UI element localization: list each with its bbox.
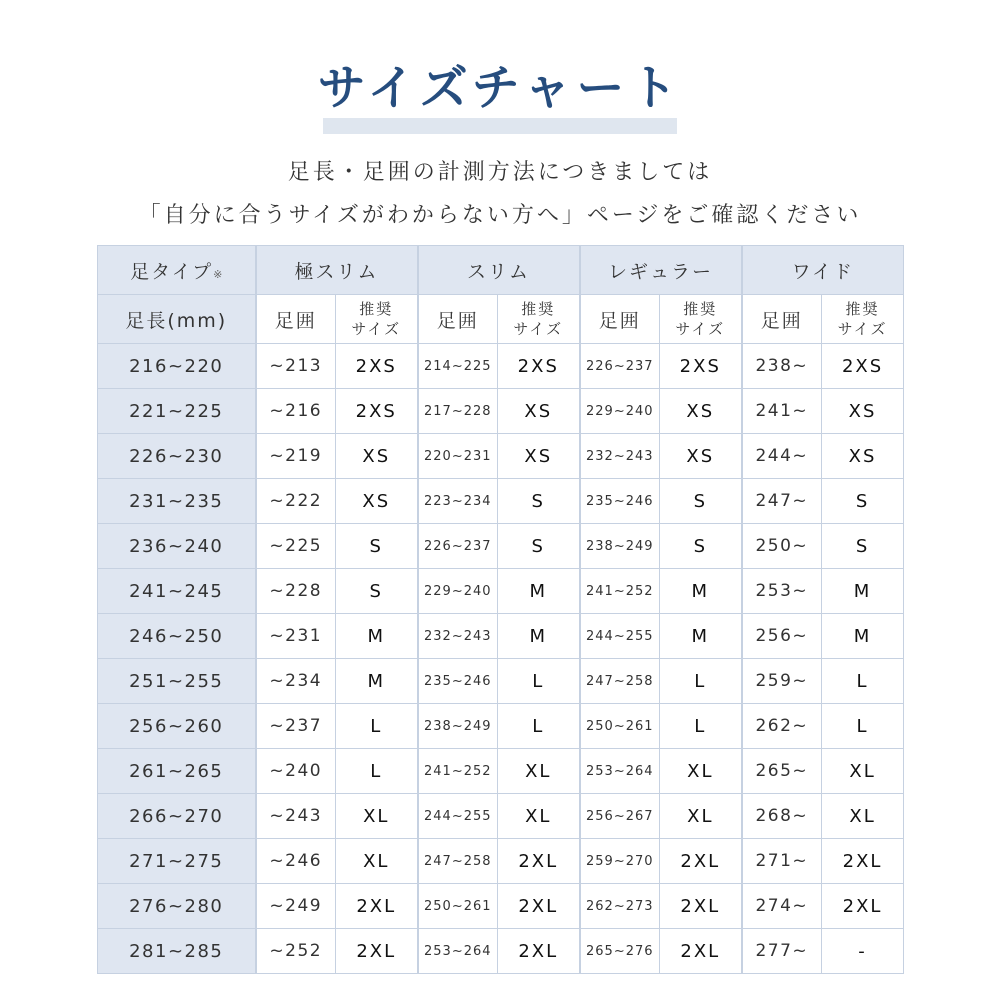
recommended-size-cell: XS: [498, 434, 580, 479]
header-row-types: [98, 246, 904, 295]
page-title: サイズチャート: [317, 60, 683, 116]
girth-range-cell: ~228: [256, 569, 336, 614]
recommended-size-cell: M: [822, 614, 904, 659]
girth-range-cell: ~237: [256, 704, 336, 749]
girth-range-cell: ~246: [256, 839, 336, 884]
recommended-size-cell: 2XS: [660, 344, 742, 389]
recommended-size-cell: 2XS: [822, 344, 904, 389]
girth-header: 足囲: [580, 295, 660, 344]
foot-length-cell: 251~255: [98, 659, 256, 704]
recommended-size-cell: L: [822, 704, 904, 749]
recommended-size-cell: L: [498, 659, 580, 704]
girth-range-cell: 247~258: [580, 659, 660, 704]
header-row-sub: [98, 295, 904, 344]
girth-range-cell: 229~240: [580, 389, 660, 434]
recommended-size-cell: XS: [822, 434, 904, 479]
girth-range-cell: ~219: [256, 434, 336, 479]
girth-header: 足囲: [418, 295, 498, 344]
girth-range-cell: 268~: [742, 794, 822, 839]
girth-range-cell: 253~264: [580, 749, 660, 794]
girth-range-cell: 256~: [742, 614, 822, 659]
girth-range-cell: 253~264: [418, 929, 498, 974]
girth-range-cell: ~240: [256, 749, 336, 794]
girth-range-cell: 226~237: [418, 524, 498, 569]
recommended-size-cell: 2XL: [498, 929, 580, 974]
table-row: [98, 929, 904, 974]
type-header-extra-slim: 極スリム: [256, 246, 418, 295]
recommended-size-cell: M: [498, 569, 580, 614]
foot-length-cell: 271~275: [98, 839, 256, 884]
girth-range-cell: 238~249: [580, 524, 660, 569]
recommended-size-cell: 2XS: [336, 344, 418, 389]
recommended-size-cell: -: [822, 929, 904, 974]
girth-range-cell: 265~: [742, 749, 822, 794]
table-row: [98, 614, 904, 659]
girth-range-cell: 250~: [742, 524, 822, 569]
subtitle-line-1: 足長・足囲の計測方法につきましては: [287, 160, 713, 185]
girth-range-cell: ~234: [256, 659, 336, 704]
foot-type-header: 足タイプ※: [98, 246, 256, 295]
foot-length-cell: 221~225: [98, 389, 256, 434]
girth-range-cell: ~222: [256, 479, 336, 524]
table-row: [98, 794, 904, 839]
recommended-size-cell: XL: [498, 749, 580, 794]
foot-length-header: 足長(mm): [98, 295, 256, 344]
girth-range-cell: 232~243: [580, 434, 660, 479]
recommended-size-cell: 2XL: [660, 884, 742, 929]
foot-length-cell: 216~220: [98, 344, 256, 389]
foot-length-cell: 226~230: [98, 434, 256, 479]
recommended-size-cell: S: [660, 524, 742, 569]
recommended-size-cell: L: [660, 704, 742, 749]
foot-length-cell: 281~285: [98, 929, 256, 974]
table-row: [98, 704, 904, 749]
girth-range-cell: 277~: [742, 929, 822, 974]
girth-range-cell: 244~255: [580, 614, 660, 659]
recommended-size-cell: S: [498, 524, 580, 569]
foot-length-cell: 266~270: [98, 794, 256, 839]
recommended-size-header: 推奨 サイズ: [660, 295, 742, 344]
recommended-size-cell: S: [822, 479, 904, 524]
girth-range-cell: 217~228: [418, 389, 498, 434]
girth-range-cell: 250~261: [418, 884, 498, 929]
girth-range-cell: ~213: [256, 344, 336, 389]
table-row: [98, 479, 904, 524]
girth-range-cell: 259~: [742, 659, 822, 704]
recommended-size-cell: S: [498, 479, 580, 524]
recommended-size-header: 推奨 サイズ: [822, 295, 904, 344]
recommended-size-cell: L: [336, 704, 418, 749]
recommended-size-cell: 2XS: [336, 389, 418, 434]
table-row: [98, 344, 904, 389]
girth-range-cell: 214~225: [418, 344, 498, 389]
recommended-size-cell: 2XS: [498, 344, 580, 389]
recommended-size-cell: XL: [660, 794, 742, 839]
type-header-slim: スリム: [418, 246, 580, 295]
recommended-size-cell: S: [822, 524, 904, 569]
recommended-size-cell: M: [336, 614, 418, 659]
recommended-size-cell: XL: [498, 794, 580, 839]
girth-header: 足囲: [742, 295, 822, 344]
recommended-size-cell: 2XL: [822, 884, 904, 929]
girth-range-cell: 244~255: [418, 794, 498, 839]
girth-range-cell: ~249: [256, 884, 336, 929]
foot-length-cell: 276~280: [98, 884, 256, 929]
recommended-size-cell: L: [336, 749, 418, 794]
recommended-size-cell: XL: [822, 749, 904, 794]
size-chart-table: [97, 245, 904, 974]
girth-range-cell: 259~270: [580, 839, 660, 884]
girth-range-cell: 244~: [742, 434, 822, 479]
girth-range-cell: 238~: [742, 344, 822, 389]
type-header-wide: ワイド: [742, 246, 904, 295]
girth-range-cell: 253~: [742, 569, 822, 614]
girth-range-cell: 262~: [742, 704, 822, 749]
table-row: [98, 839, 904, 884]
girth-range-cell: 235~246: [580, 479, 660, 524]
recommended-size-cell: S: [660, 479, 742, 524]
recommended-size-cell: M: [822, 569, 904, 614]
girth-range-cell: ~216: [256, 389, 336, 434]
girth-range-cell: 241~252: [418, 749, 498, 794]
recommended-size-cell: XS: [822, 389, 904, 434]
girth-range-cell: ~243: [256, 794, 336, 839]
table-row: [98, 389, 904, 434]
recommended-size-header: 推奨 サイズ: [336, 295, 418, 344]
foot-length-cell: 231~235: [98, 479, 256, 524]
subtitle-line-2: 「自分に合うサイズがわからない方へ」ページをご確認ください: [138, 203, 862, 228]
table-row: [98, 749, 904, 794]
girth-range-cell: ~231: [256, 614, 336, 659]
table-row: [98, 569, 904, 614]
recommended-size-cell: XS: [336, 479, 418, 524]
recommended-size-cell: XS: [660, 389, 742, 434]
table-row: [98, 659, 904, 704]
table-row: [98, 524, 904, 569]
recommended-size-cell: XS: [336, 434, 418, 479]
girth-range-cell: 226~237: [580, 344, 660, 389]
girth-range-cell: 232~243: [418, 614, 498, 659]
girth-range-cell: 271~: [742, 839, 822, 884]
foot-type-note: ※: [213, 267, 223, 281]
recommended-size-cell: 2XL: [498, 839, 580, 884]
type-header-regular: レギュラー: [580, 246, 742, 295]
girth-range-cell: 274~: [742, 884, 822, 929]
recommended-size-cell: XL: [822, 794, 904, 839]
girth-range-cell: 241~252: [580, 569, 660, 614]
girth-range-cell: 265~276: [580, 929, 660, 974]
title-underline: [323, 118, 677, 134]
recommended-size-cell: XS: [498, 389, 580, 434]
foot-length-cell: 261~265: [98, 749, 256, 794]
girth-range-cell: 229~240: [418, 569, 498, 614]
recommended-size-cell: M: [660, 569, 742, 614]
foot-length-cell: 256~260: [98, 704, 256, 749]
recommended-size-cell: L: [498, 704, 580, 749]
recommended-size-cell: 2XL: [660, 929, 742, 974]
recommended-size-cell: 2XL: [498, 884, 580, 929]
recommended-size-cell: L: [660, 659, 742, 704]
recommended-size-cell: 2XL: [336, 884, 418, 929]
recommended-size-cell: XS: [660, 434, 742, 479]
girth-range-cell: 220~231: [418, 434, 498, 479]
recommended-size-cell: 2XL: [336, 929, 418, 974]
girth-header: 足囲: [256, 295, 336, 344]
recommended-size-cell: M: [498, 614, 580, 659]
recommended-size-cell: 2XL: [660, 839, 742, 884]
girth-range-cell: 250~261: [580, 704, 660, 749]
girth-range-cell: 241~: [742, 389, 822, 434]
recommended-size-cell: S: [336, 524, 418, 569]
girth-range-cell: 247~258: [418, 839, 498, 884]
recommended-size-cell: XL: [336, 794, 418, 839]
foot-length-cell: 246~250: [98, 614, 256, 659]
recommended-size-cell: 2XL: [822, 839, 904, 884]
girth-range-cell: ~252: [256, 929, 336, 974]
girth-range-cell: ~225: [256, 524, 336, 569]
girth-range-cell: 238~249: [418, 704, 498, 749]
recommended-size-cell: M: [660, 614, 742, 659]
recommended-size-cell: L: [822, 659, 904, 704]
recommended-size-cell: M: [336, 659, 418, 704]
girth-range-cell: 247~: [742, 479, 822, 524]
recommended-size-cell: XL: [336, 839, 418, 884]
recommended-size-cell: S: [336, 569, 418, 614]
foot-length-cell: 236~240: [98, 524, 256, 569]
recommended-size-header: 推奨 サイズ: [498, 295, 580, 344]
girth-range-cell: 262~273: [580, 884, 660, 929]
girth-range-cell: 256~267: [580, 794, 660, 839]
foot-length-cell: 241~245: [98, 569, 256, 614]
recommended-size-cell: XL: [660, 749, 742, 794]
girth-range-cell: 223~234: [418, 479, 498, 524]
table-row: [98, 884, 904, 929]
girth-range-cell: 235~246: [418, 659, 498, 704]
table-row: [98, 434, 904, 479]
